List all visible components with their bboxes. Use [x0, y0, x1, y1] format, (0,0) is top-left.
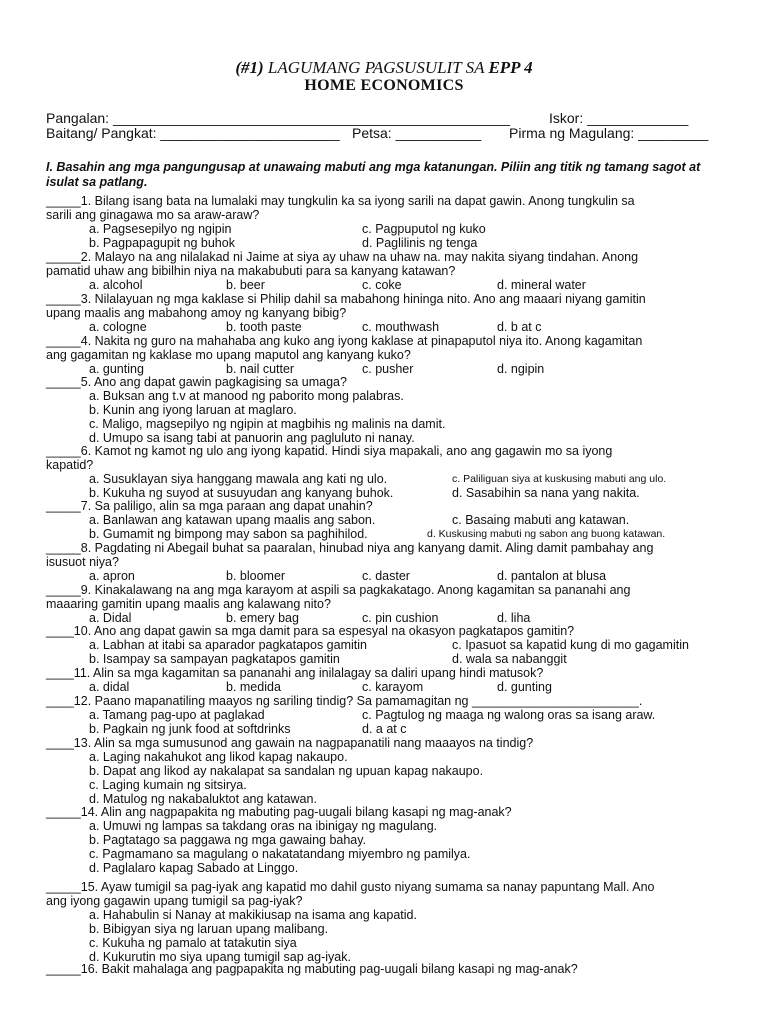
question-14-choice: c. Pagmamano sa magulang o nakatatandang miyembro ng pamilya. [89, 847, 471, 861]
question-14-choice: b. Pagtatago sa paggawa ng mga gawaing bahay. [89, 833, 367, 847]
question-1-choice: d. Paglilinis ng tenga [362, 236, 478, 250]
question-9-choice: b. emery bag [226, 611, 299, 625]
question-6-choice: b. Kukuha ng suyod at susuyudan ang kanyang buhok. [89, 486, 394, 500]
question-12-choice: d. a at c [362, 722, 407, 736]
question-8-text: isusuot niya? [46, 555, 119, 569]
question-3-choice: b. tooth paste [226, 320, 302, 334]
question-6-choice: a. Susuklayan siya hanggang mawala ang kati ng ulo. [89, 472, 388, 486]
title-subject: EPP 4 [488, 58, 533, 77]
instructions: I. Basahin ang mga pangungusap at unawaing mabuti ang mga katanungan. Piliin ang titik ng tamang sagot at isulat sa patlang. [46, 160, 701, 189]
question-4-choice: a. gunting [89, 362, 144, 376]
question-11-choice: b. medida [226, 680, 281, 694]
petsa-field[interactable]: Petsa: ___________ [352, 125, 482, 141]
question-5-text: _____5. Ano ang dapat gawin pagkagising sa umaga? [46, 375, 347, 389]
question-5-choice: b. Kunin ang iyong laruan at maglaro. [89, 403, 297, 417]
question-9-choice: c. pin cushion [362, 611, 439, 625]
question-9-choice: a. Didal [89, 611, 132, 625]
question-6-choice: c. Paliliguan siya at kuskusing mabuti ang ulo. [452, 473, 667, 485]
question-3-text: upang maalis ang mabahong amoy ng kanyang bibig? [46, 306, 347, 320]
question-11-choice: a. didal [89, 680, 130, 694]
question-7-choice: d. Kuskusing mabuti ng sabon ang buong katawan. [427, 528, 666, 540]
question-15-text: ang iyong gagawin upang tumigil sa pag-iyak? [46, 894, 303, 908]
question-1-text: sarili ang ginagawa mo sa araw-araw? [46, 208, 260, 222]
question-2-choice: d. mineral water [497, 278, 586, 292]
question-15-choice: c. Kukuha ng pamalo at tatakutin siya [89, 936, 297, 950]
question-8-text: _____8. Pagdating ni Abegail buhat sa paaralan, hinubad niya ang kanyang damit. Aling damit pambahay ang [46, 541, 654, 555]
question-8-choice: a. apron [89, 569, 135, 583]
question-7-text: _____7. Sa paliligo, alin sa mga paraan ang dapat unahin? [46, 499, 373, 513]
question-1-text: _____1. Bilang isang bata na lumalaki may tungkulin ka sa iyong sarili na dapat gawin. Anong tungkulin sa [46, 194, 635, 208]
question-4-choice: d. ngipin [497, 362, 545, 376]
question-10-choice: c. Ipasuot sa kapatid kung di mo gagamitin [452, 638, 689, 652]
question-12-choice: c. Pagtulog ng maaga ng walong oras sa isang araw. [362, 708, 656, 722]
question-2-text: pamatid uhaw ang bibilhin niya na makabubuti para sa kanyang katawan? [46, 264, 456, 278]
question-14-choice: a. Umuwi ng lampas sa takdang oras na ibinigay ng magulang. [89, 819, 438, 833]
question-5-choice: a. Buksan ang t.v at manood ng paborito mong palabras. [89, 389, 404, 403]
question-10-text: ____10. Ano ang dapat gawin sa mga damit para sa espesyal na okasyon pagkatapos gamitin? [46, 624, 575, 638]
question-11-choice: d. gunting [497, 680, 552, 694]
question-7-choice: a. Banlawan ang katawan upang maalis ang sabon. [89, 513, 376, 527]
question-13-choice: d. Matulog ng nakabaluktot ang katawan. [89, 792, 317, 806]
question-11-choice: c. karayom [362, 680, 424, 694]
pangalan-field[interactable]: Pangalan: ___________________________________________________ [46, 110, 511, 126]
question-3-choice: c. mouthwash [362, 320, 440, 334]
page-subtitle: HOME ECONOMICS [304, 77, 464, 94]
question-2-text: _____2. Malayo na ang nilalakad ni Jaime at siya ay uhaw na uhaw na. may nakita siyang tindahan. Anong [46, 250, 639, 264]
question-5-choice: c. Maligo, magsepilyo ng ngipin at magbihis ng malinis na damit. [89, 417, 446, 431]
question-1-choice: c. Pagpuputol ng kuko [362, 222, 486, 236]
title-text: LAGUMANG PAGSUSULIT SA [267, 58, 485, 77]
question-2-choice: b. beer [226, 278, 265, 292]
question-5-choice: d. Umupo sa isang tabi at panuorin ang pagluluto ni nanay. [89, 431, 415, 445]
question-1-choice: a. Pagsesepilyo ng ngipin [89, 222, 232, 236]
question-16-text: _____16. Bakit mahalaga ang pagpapakita ng mabuting pag-uugali bilang kasapi ng mag-anak? [46, 962, 578, 976]
question-8-choice: b. bloomer [226, 569, 286, 583]
question-15-choice: d. Kukurutin mo siya upang tumigil sap ag-iyak. [89, 950, 351, 964]
question-13-choice: b. Dapat ang likod ay nakalapat sa sandalan ng upuan kapag nakaupo. [89, 764, 484, 778]
pirma-field[interactable]: Pirma ng Magulang: _________ [509, 125, 709, 141]
question-11-text: ____11. Alin sa mga kagamitan sa pananahi ang inilalagay sa daliri upang hindi matusok? [46, 666, 544, 680]
question-3-text: _____3. Nilalayuan ng mga kaklase si Philip dahil sa mabahong hininga nito. Ano ang maaari niyang gamitin [46, 292, 646, 306]
question-13-text: ____13. Alin sa mga sumusunod ang gawain na nagpapanatili nang maaayos na tindig? [46, 736, 534, 750]
baitang-field[interactable]: Baitang/ Pangkat: _______________________ [46, 125, 340, 141]
question-6-text: _____6. Kamot ng kamot ng ulo ang iyong kapatid. Hindi siya mapakali, ano ang gagawin mo sa iyong [46, 444, 613, 458]
question-10-choice: d. wala sa nabanggit [452, 652, 567, 666]
question-4-choice: b. nail cutter [226, 362, 295, 376]
question-13-choice: c. Laging kumain ng sitsirya. [89, 778, 247, 792]
question-8-choice: d. pantalon at blusa [497, 569, 607, 583]
question-9-choice: d. liha [497, 611, 531, 625]
question-14-choice: d. Paglalaro kapag Sabado at Linggo. [89, 861, 299, 875]
question-15-choice: a. Hahabulin si Nanay at makikiusap na isama ang kapatid. [89, 908, 417, 922]
question-2-choice: c. coke [362, 278, 402, 292]
question-12-choice: b. Pagkain ng junk food at softdrinks [89, 722, 291, 736]
question-9-text: _____9. Kinakalawang na ang mga karayom at aspili sa pagkakatago. Anong kagamitan sa pananahi ang [46, 583, 631, 597]
question-10-choice: a. Labhan at itabi sa aparador pagkatapos gamitin [89, 638, 367, 652]
question-10-choice: b. Isampay sa sampayan pagkatapos gamitin [89, 652, 340, 666]
question-2-choice: a. alcohol [89, 278, 143, 292]
question-15-choice: b. Bibigyan siya ng laruan upang malibang. [89, 922, 329, 936]
question-6-text: kapatid? [46, 458, 94, 472]
question-4-choice: c. pusher [362, 362, 414, 376]
page-title [0, 58, 768, 78]
question-1-choice: b. Pagpapagupit ng buhok [89, 236, 235, 250]
question-3-choice: a. cologne [89, 320, 147, 334]
question-15-text: _____15. Ayaw tumigil sa pag-iyak ang kapatid mo dahil gusto niyang sumama sa nanay papuntang Mall. Ano [46, 880, 655, 894]
question-7-choice: c. Basaing mabuti ang katawan. [452, 513, 630, 527]
question-14-text: _____14. Alin ang nagpapakita ng mabuting pag-uugali bilang kasapi ng mag-anak? [46, 805, 512, 819]
title-number: (#1) [235, 58, 264, 77]
question-3-choice: d. b at c [497, 320, 542, 334]
question-12-choice: a. Tamang pag-upo at paglakad [89, 708, 265, 722]
question-4-text: ang gagamitan ng kaklase mo upang maputol ang kanyang kuko? [46, 348, 411, 362]
question-9-text: maaaring gamitin upang maalis ang kalawang nito? [46, 597, 331, 611]
question-4-text: _____4. Nakita ng guro na mahahaba ang kuko ang iyong kaklase at pinapaputol niya ito. Anong kagamitan [46, 334, 643, 348]
question-8-choice: c. daster [362, 569, 410, 583]
question-13-choice: a. Laging nakahukot ang likod kapag nakaupo. [89, 750, 348, 764]
question-7-choice: b. Gumamit ng bimpong may sabon sa paghihilod. [89, 527, 368, 541]
question-12-text: ____12. Paano mapanatiling maayos ng sariling tindig? Sa pamamagitan ng ________________________. [46, 694, 643, 708]
iskor-field[interactable]: Iskor: _____________ [549, 110, 689, 126]
question-6-choice: d. Sasabihin sa nana yang nakita. [452, 486, 640, 500]
